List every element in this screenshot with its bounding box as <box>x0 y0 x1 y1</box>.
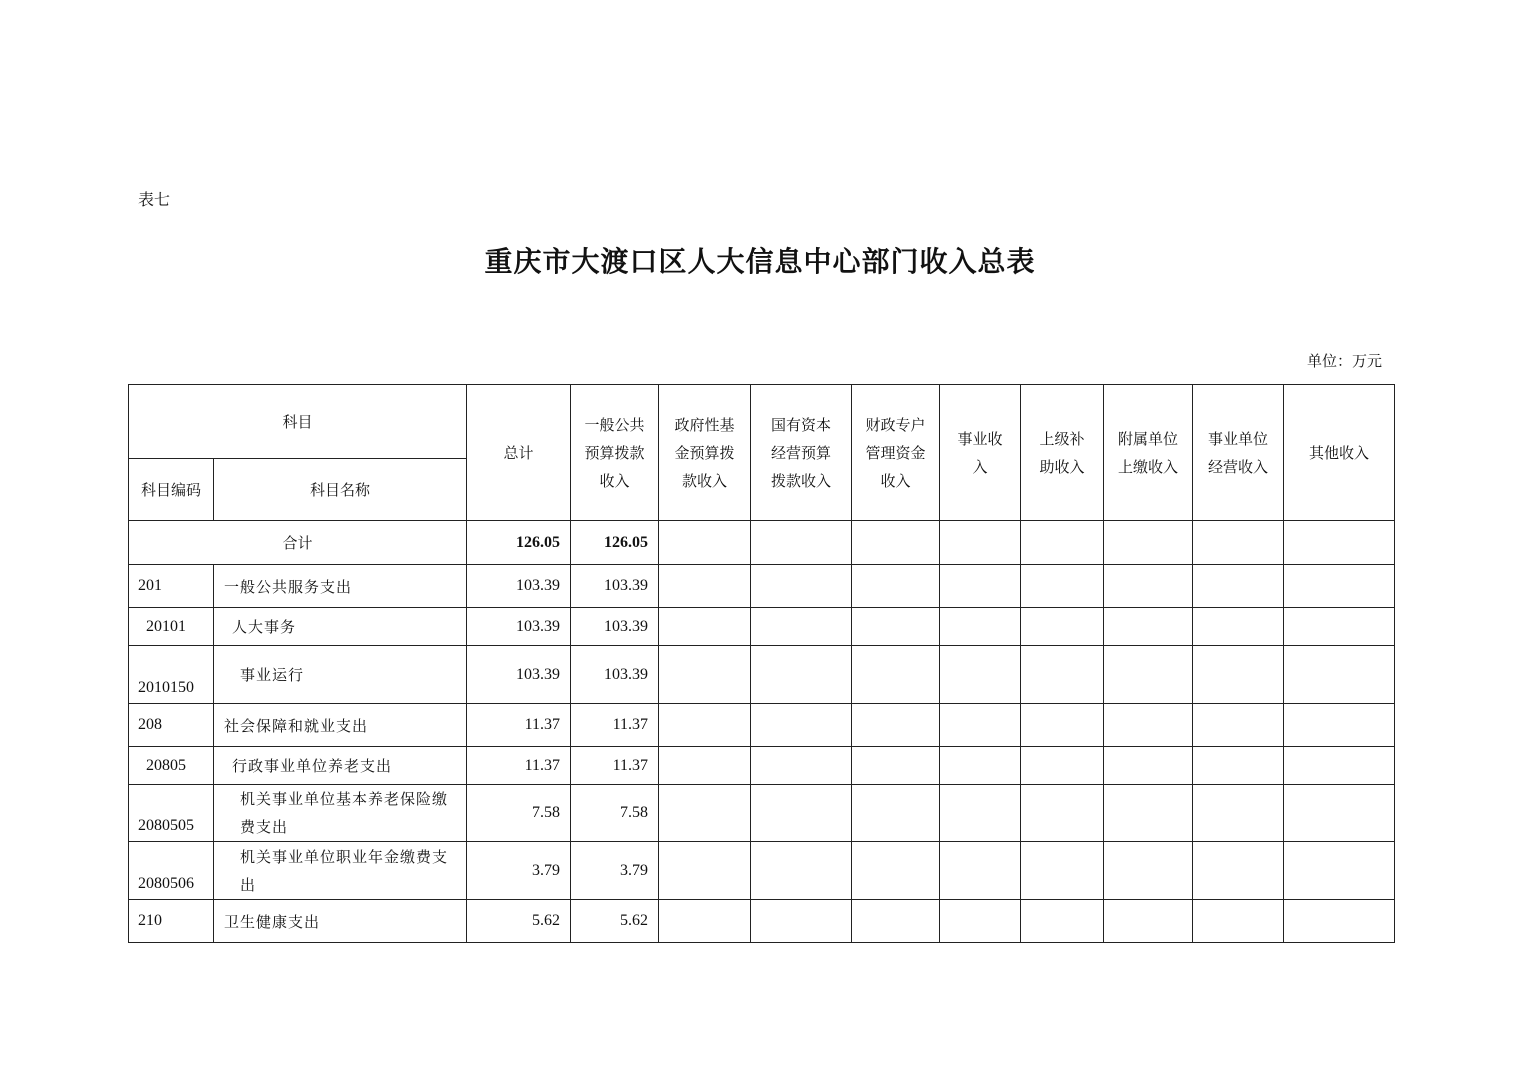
header-business-operation: 事业单位经营收入 <box>1193 385 1284 521</box>
header-affiliated-payment: 附属单位上缴收入 <box>1104 385 1193 521</box>
table-row <box>129 785 1395 842</box>
header-gov-fund: 政府性基金预算拨款收入 <box>659 385 751 521</box>
summary-total: 126.05 <box>467 521 571 565</box>
row-total: 11.37 <box>467 704 571 747</box>
header-other-income: 其他收入 <box>1284 385 1395 521</box>
row-general-budget: 5.62 <box>571 900 659 943</box>
row-code: 201 <box>129 565 214 608</box>
row-name: 机关事业单位基本养老保险缴费支出 <box>214 785 467 842</box>
row-general-budget: 3.79 <box>571 842 659 900</box>
row-code: 2080505 <box>129 785 214 842</box>
row-code: 210 <box>129 900 214 943</box>
row-code: 208 <box>129 704 214 747</box>
header-subject-code: 科目编码 <box>129 459 214 521</box>
row-total: 103.39 <box>467 646 571 704</box>
summary-general-budget: 126.05 <box>571 521 659 565</box>
row-name: 人大事务 <box>214 608 467 646</box>
row-total: 11.37 <box>467 747 571 785</box>
header-business-income: 事业收入 <box>940 385 1021 521</box>
header-subject: 科目 <box>129 385 467 459</box>
row-total: 103.39 <box>467 565 571 608</box>
table-row <box>129 842 1395 900</box>
row-general-budget: 103.39 <box>571 646 659 704</box>
row-name: 卫生健康支出 <box>214 900 467 943</box>
row-name: 事业运行 <box>214 646 467 704</box>
table-row <box>129 565 1395 608</box>
row-name: 社会保障和就业支出 <box>214 704 467 747</box>
row-code: 2080506 <box>129 842 214 900</box>
row-general-budget: 11.37 <box>571 704 659 747</box>
table-row <box>129 646 1395 704</box>
row-name: 行政事业单位养老支出 <box>214 747 467 785</box>
table-label: 表七 <box>138 190 171 209</box>
summary-label: 合计 <box>129 521 467 565</box>
row-code: 20101 <box>129 608 214 646</box>
table-row <box>129 704 1395 747</box>
row-name: 一般公共服务支出 <box>214 565 467 608</box>
row-total: 5.62 <box>467 900 571 943</box>
row-name: 机关事业单位职业年金缴费支出 <box>214 842 467 900</box>
row-total: 7.58 <box>467 785 571 842</box>
header-superior-subsidy: 上级补助收入 <box>1021 385 1104 521</box>
table-row <box>129 747 1395 785</box>
table-row <box>129 608 1395 646</box>
table-row <box>129 900 1395 943</box>
header-fiscal-special: 财政专户管理资金收入 <box>852 385 940 521</box>
row-general-budget: 7.58 <box>571 785 659 842</box>
row-general-budget: 103.39 <box>571 565 659 608</box>
row-general-budget: 11.37 <box>571 747 659 785</box>
row-total: 103.39 <box>467 608 571 646</box>
row-general-budget: 103.39 <box>571 608 659 646</box>
income-summary-table <box>128 384 1395 943</box>
row-total: 3.79 <box>467 842 571 900</box>
header-total: 总计 <box>467 385 571 521</box>
unit-label: 单位：万元 <box>1306 352 1382 370</box>
header-general-budget: 一般公共预算拨款收入 <box>571 385 659 521</box>
summary-row <box>129 521 1395 565</box>
header-subject-name: 科目名称 <box>214 459 467 521</box>
row-code: 20805 <box>129 747 214 785</box>
row-code: 2010150 <box>129 646 214 704</box>
document-title: 重庆市大渡口区人大信息中心部门收入总表 <box>484 245 1036 278</box>
header-state-capital: 国有资本经营预算拨款收入 <box>751 385 852 521</box>
